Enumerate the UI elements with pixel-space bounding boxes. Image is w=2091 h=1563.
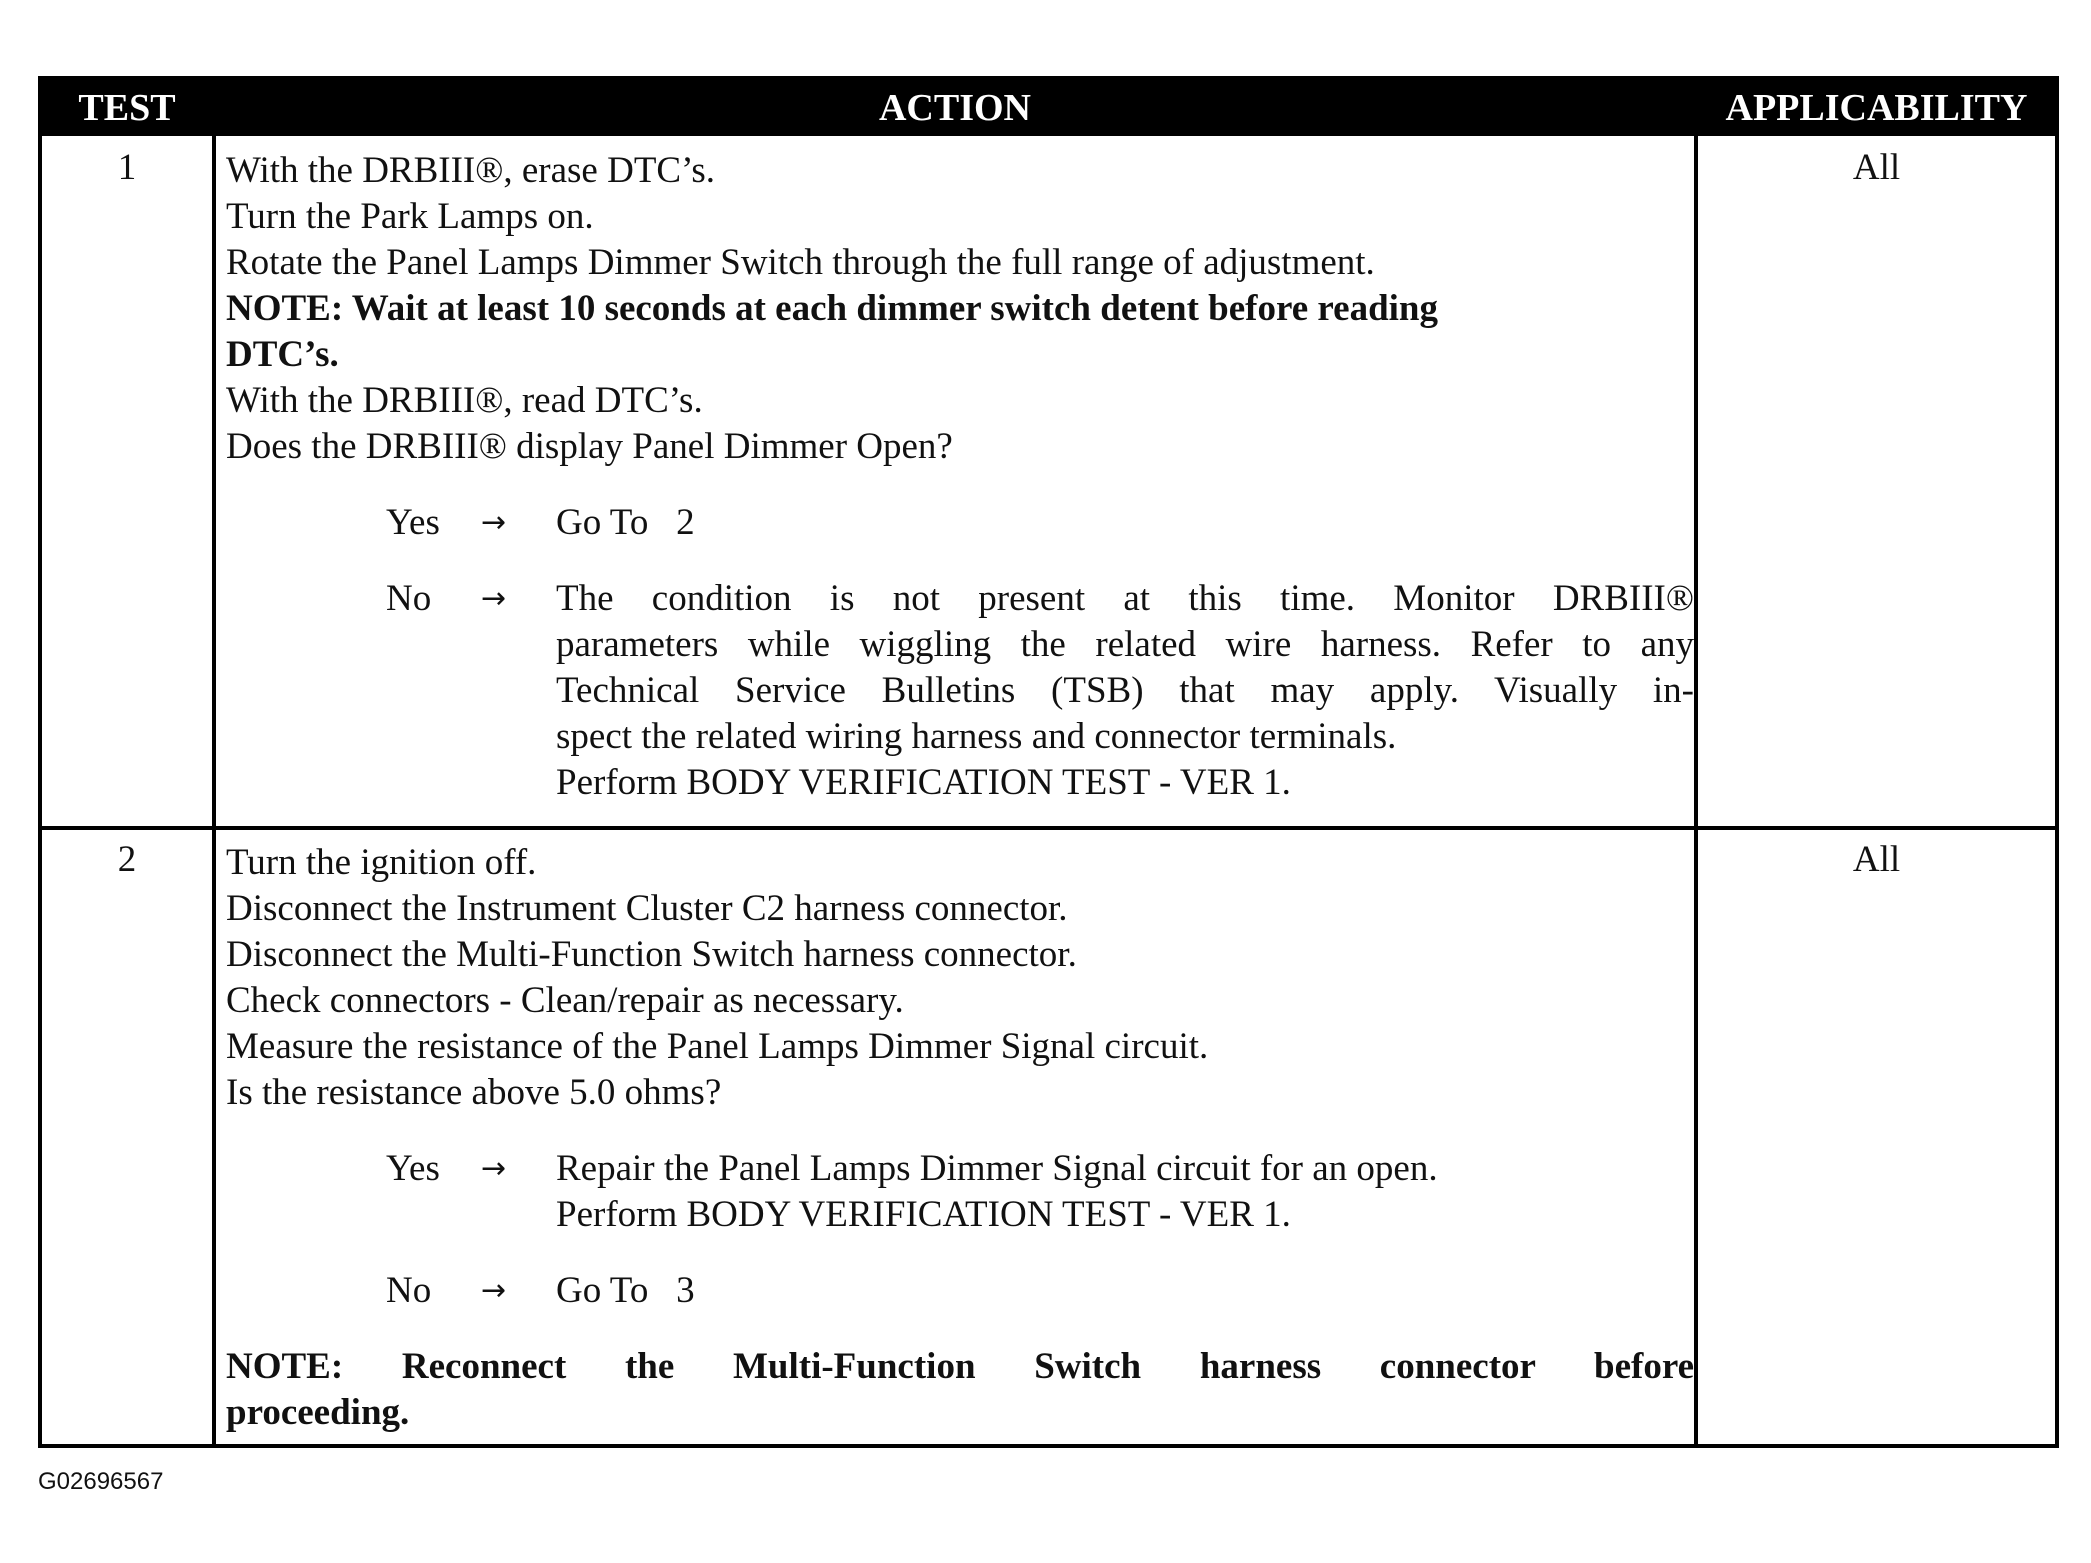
table-header: [42, 80, 2055, 136]
arrow-icon: →: [481, 1151, 507, 1186]
no-label: No: [386, 1270, 432, 1311]
figure-id: G02696567: [38, 1468, 164, 1495]
column-divider: [212, 136, 216, 1444]
no-result: The condition is not present at this time. Monitor DRBIII®: [556, 578, 1694, 619]
action-step: Does the DRBIII® display Panel Dimmer Open?: [226, 426, 953, 467]
applicability-value: All: [1852, 147, 1901, 188]
header-applicability: APPLICABILITY: [1725, 87, 2028, 129]
no-result: Technical Service Bulletins (TSB) that may apply. Visually in-: [556, 670, 1694, 711]
action-step: Is the resistance above 5.0 ohms?: [226, 1072, 722, 1113]
arrow-icon: →: [481, 505, 507, 540]
action-step: Rotate the Panel Lamps Dimmer Switch through the full range of adjustment.: [226, 242, 1375, 283]
action-cell: [226, 840, 1694, 1436]
no-branch: [386, 576, 1694, 806]
row-divider: [42, 826, 2055, 830]
action-cell: [226, 148, 1694, 806]
arrow-icon: →: [481, 581, 507, 616]
action-step: Disconnect the Instrument Cluster C2 harness connector.: [226, 888, 1068, 929]
applicability-value: All: [1852, 839, 1901, 880]
action-step: With the DRBIII®, erase DTC’s.: [226, 150, 716, 191]
action-note: proceeding.: [226, 1392, 410, 1433]
test-number: 1: [117, 147, 137, 188]
no-result: parameters while wiggling the related wire harness. Refer to any: [556, 624, 1694, 665]
yes-result: Repair the Panel Lamps Dimmer Signal circuit for an open.: [556, 1148, 1438, 1189]
yes-label: Yes: [386, 502, 440, 543]
yes-branch: [386, 1146, 1694, 1238]
action-step: Disconnect the Multi-Function Switch harness connector.: [226, 934, 1077, 975]
action-note: NOTE: Wait at least 10 seconds at each dimmer switch detent before reading: [226, 288, 1439, 329]
no-result: Perform BODY VERIFICATION TEST - VER 1.: [556, 762, 1291, 803]
header-test: TEST: [78, 87, 176, 129]
action-note: NOTE: Reconnect the Multi-Function Switch harness connector before: [226, 1346, 1694, 1387]
action-step: Check connectors - Clean/repair as necessary.: [226, 980, 904, 1021]
test-number: 2: [117, 839, 137, 880]
yes-label: Yes: [386, 1148, 440, 1189]
arrow-icon: →: [481, 1273, 507, 1308]
no-label: No: [386, 578, 432, 619]
action-step: Turn the ignition off.: [226, 842, 537, 883]
no-result: Go To 3: [556, 1270, 695, 1311]
yes-branch: [386, 500, 1694, 546]
action-step: Measure the resistance of the Panel Lamps Dimmer Signal circuit.: [226, 1026, 1209, 1067]
diagnostic-test-table: [38, 76, 2059, 1448]
no-branch: [386, 1268, 1694, 1314]
yes-result: Perform BODY VERIFICATION TEST - VER 1.: [556, 1194, 1291, 1235]
column-divider: [1694, 136, 1698, 1444]
header-action: ACTION: [878, 87, 1032, 129]
yes-result: Go To 2: [556, 502, 695, 543]
action-step: Turn the Park Lamps on.: [226, 196, 594, 237]
action-note: DTC’s.: [226, 334, 339, 375]
action-step: With the DRBIII®, read DTC’s.: [226, 380, 703, 421]
no-result: spect the related wiring harness and connector terminals.: [556, 716, 1397, 757]
